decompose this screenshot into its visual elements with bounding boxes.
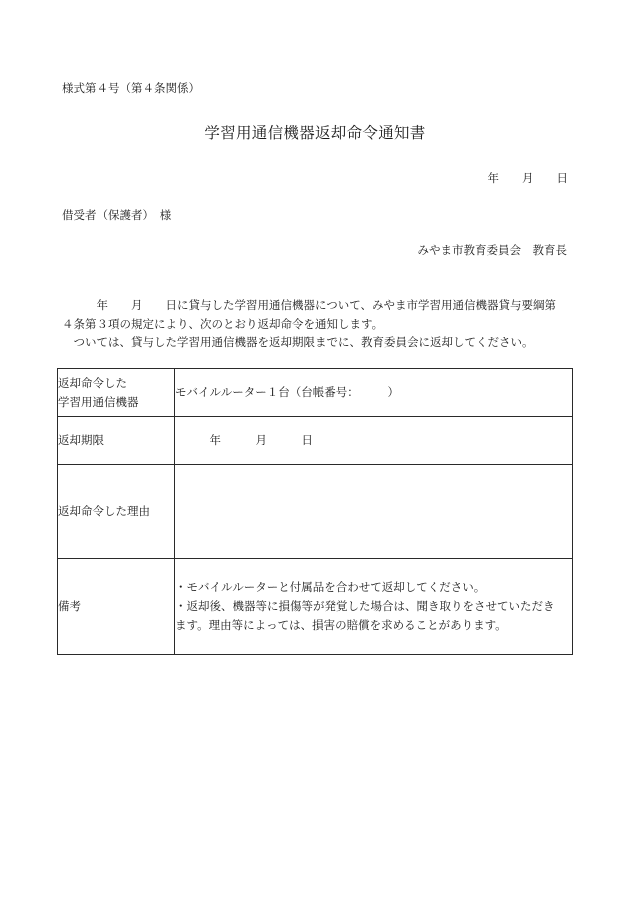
issue-date-line: 年 月 日 xyxy=(487,171,568,185)
form-number: 様式第４号（第４条関係） xyxy=(62,81,200,95)
body-text-line: 年 月 日に貸与した学習用通信機器について、みやま市学習用通信機器貸与要綱第 xyxy=(62,298,557,312)
document-title: 学習用通信機器返却命令通知書 xyxy=(204,124,426,142)
body-text-line: ついては、貸与した学習用通信機器を返却期限までに、教育委員会に返却してください。 xyxy=(62,335,534,349)
value-line: ・モバイルルーターと付属品を合わせて返却してください。 xyxy=(175,580,486,594)
table-row-remarks xyxy=(58,559,573,655)
value-line: ・返却後、機器等に損傷等が発覚した場合は、聞き取りをさせていただき xyxy=(175,599,555,613)
table-row-returned-device xyxy=(58,369,573,417)
label-line: 備考 xyxy=(58,599,81,613)
label-line: 学習用通信機器 xyxy=(58,394,139,409)
label-line: 返却命令した xyxy=(58,375,127,390)
value-line: モバイルルーター１台（台帳番号： ） xyxy=(175,385,399,399)
recipient-line: 借受者（保護者） 様 xyxy=(62,208,172,222)
table-row-return-deadline xyxy=(58,417,573,465)
row-label xyxy=(58,559,175,655)
table-row-return-reason xyxy=(58,465,573,559)
body-text-line: ４条第３項の規定により、次のとおり返却命令を通知します。 xyxy=(62,317,384,331)
row-value xyxy=(175,559,573,655)
sender-line: みやま市教育委員会 教育長 xyxy=(417,243,567,257)
return-details-table xyxy=(57,368,573,655)
label-line: 返却命令した理由 xyxy=(58,504,150,518)
row-label xyxy=(58,417,175,465)
value-line: 年 月 日 xyxy=(175,433,313,447)
row-value-empty xyxy=(175,465,573,559)
label-line: 返却期限 xyxy=(58,433,104,447)
row-label xyxy=(58,465,175,559)
value-line: ます。理由等によっては、損害の賠償を求めることがあります。 xyxy=(175,618,507,632)
row-label xyxy=(58,369,175,417)
row-value xyxy=(175,417,573,465)
row-value xyxy=(175,369,573,417)
